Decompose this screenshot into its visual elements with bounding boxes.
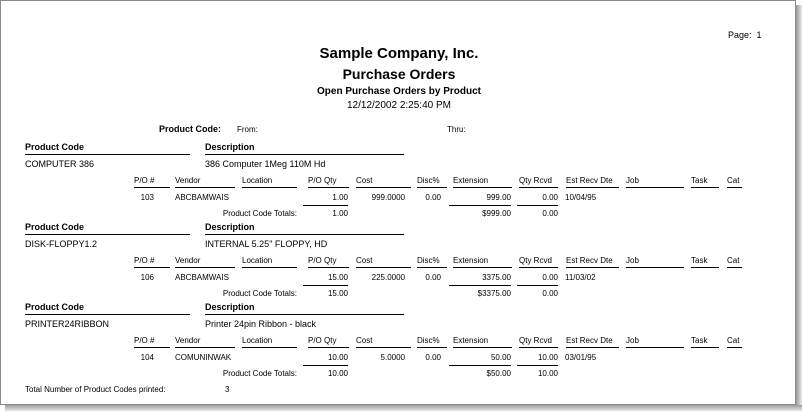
col-header-rule (417, 267, 447, 268)
row-disc: 0.00 (425, 273, 441, 282)
col-header-vendor: Vendor (175, 256, 201, 265)
description-header: Description (205, 222, 255, 232)
header-rule (25, 314, 190, 315)
col-header-po: P/O # (134, 176, 155, 185)
page-shadow-right (796, 5, 802, 407)
col-header-cat: Cat (727, 176, 740, 185)
col-header-rule (691, 267, 719, 268)
page-shadow-bottom (5, 405, 802, 411)
report-timestamp: 12/12/2002 2:25:40 PM (347, 100, 451, 111)
col-header-task: Task (691, 336, 708, 345)
col-header-cost: Cost (356, 256, 373, 265)
report-subtitle: Open Purchase Orders by Product (317, 86, 481, 97)
row-est-recv: 11/03/02 (565, 273, 596, 282)
filter-from-label: From: (237, 125, 258, 134)
col-header-rule (519, 267, 558, 268)
product-code-header: Product Code (25, 302, 85, 312)
col-header-rule (175, 347, 235, 348)
header-rule (205, 314, 404, 315)
col-header-po-qty: P/O Qty (308, 256, 337, 265)
row-qty-rcvd: 10.00 (537, 353, 558, 362)
col-header-po: P/O # (134, 336, 155, 345)
col-header-rule (175, 187, 235, 188)
subtotal-rule (517, 285, 558, 286)
col-header-job: Job (626, 256, 639, 265)
total-products-count: 3 (225, 385, 230, 394)
subtotal-rule (303, 205, 348, 206)
total-po-qty: 10.00 (327, 369, 348, 378)
col-header-est-recv: Est Recv Dte (566, 176, 613, 185)
page-number (728, 30, 762, 40)
col-header-rule (453, 187, 512, 188)
total-po-qty: 1.00 (332, 209, 348, 218)
row-extension: 999.00 (486, 193, 511, 202)
total-qty-rcvd: 10.00 (537, 369, 558, 378)
row-disc: 0.00 (425, 353, 441, 362)
row-disc: 0.00 (425, 193, 441, 202)
row-est-recv: 03/01/95 (565, 353, 597, 362)
row-po: 103 (140, 193, 154, 202)
col-header-rule (175, 267, 235, 268)
col-header-rule (691, 347, 719, 348)
col-header-rule (566, 187, 619, 188)
col-header-vendor: Vendor (175, 336, 201, 345)
col-header-disc: Disc% (417, 256, 440, 265)
subtotal-rule (303, 285, 348, 286)
col-header-extension: Extension (453, 176, 489, 185)
row-cost: 5.0000 (380, 353, 405, 362)
col-header-vendor: Vendor (175, 176, 201, 185)
col-header-rule (519, 347, 558, 348)
product-code: COMPUTER 386 (25, 159, 95, 169)
subtotal-rule (517, 205, 558, 206)
col-header-qty-rcvd: Qty Rcvd (519, 336, 552, 345)
product-description: INTERNAL 5.25" FLOPPY, HD (205, 239, 328, 249)
total-extension: $999.00 (482, 209, 511, 218)
product-code-header: Product Code (25, 142, 85, 152)
subtotal-rule (449, 285, 511, 286)
col-header-rule (626, 347, 684, 348)
description-header: Description (205, 142, 255, 152)
col-header-location: Location (242, 256, 273, 265)
total-extension: $3375.00 (477, 289, 511, 298)
header-rule (25, 154, 190, 155)
total-qty-rcvd: 0.00 (542, 209, 558, 218)
row-po-qty: 10.00 (327, 353, 348, 362)
col-header-rule (356, 187, 411, 188)
col-header-job: Job (626, 176, 639, 185)
row-po-qty: 1.00 (332, 193, 348, 202)
row-vendor: COMUNINWAK (175, 353, 232, 362)
col-header-extension: Extension (453, 256, 489, 265)
total-extension: $50.00 (486, 369, 511, 378)
col-header-qty-rcvd: Qty Rcvd (519, 176, 552, 185)
header-rule (205, 154, 404, 155)
col-header-po: P/O # (134, 256, 155, 265)
row-cost: 225.0000 (371, 273, 405, 282)
filter-label: Product Code: (159, 124, 221, 134)
col-header-job: Job (626, 336, 639, 345)
col-header-rule (727, 347, 742, 348)
product-description: 386 Computer 1Meg 110M Hd (205, 159, 326, 169)
col-header-rule (242, 347, 297, 348)
product-code-header: Product Code (25, 222, 85, 232)
totals-label: Product Code Totals: (222, 369, 297, 378)
col-header-task: Task (691, 256, 708, 265)
col-header-rule (626, 267, 684, 268)
col-header-cost: Cost (356, 176, 373, 185)
col-header-rule (308, 187, 349, 188)
col-header-rule (691, 187, 719, 188)
page-value: 1 (756, 30, 762, 40)
col-header-est-recv: Est Recv Dte (566, 336, 613, 345)
col-header-rule (134, 187, 170, 188)
report-title: Purchase Orders (342, 66, 456, 82)
col-header-rule (626, 187, 684, 188)
product-description: Printer 24pin Ribbon - black (205, 319, 317, 329)
row-po-qty: 15.00 (327, 273, 348, 282)
row-qty-rcvd: 0.00 (542, 193, 558, 202)
col-header-disc: Disc% (417, 176, 440, 185)
col-header-rule (566, 267, 619, 268)
col-header-est-recv: Est Recv Dte (566, 256, 613, 265)
subtotal-rule (449, 205, 511, 206)
col-header-rule (566, 347, 619, 348)
product-code: DISK-FLOPPY1.2 (25, 239, 98, 249)
subtotal-rule (517, 365, 558, 366)
totals-label: Product Code Totals: (222, 289, 297, 298)
row-qty-rcvd: 0.00 (542, 273, 558, 282)
description-header: Description (205, 302, 255, 312)
col-header-rule (242, 187, 297, 188)
subtotal-rule (303, 365, 348, 366)
col-header-rule (242, 267, 297, 268)
row-cost: 999.0000 (371, 193, 405, 202)
col-header-location: Location (242, 336, 273, 345)
row-po: 106 (140, 273, 154, 282)
header-rule (25, 234, 190, 235)
header-rule (205, 234, 404, 235)
total-products-label: Total Number of Product Codes printed: (25, 385, 166, 394)
col-header-rule (727, 187, 742, 188)
row-extension: 50.00 (490, 353, 511, 362)
col-header-rule (134, 347, 170, 348)
subtotal-rule (449, 365, 511, 366)
col-header-extension: Extension (453, 336, 489, 345)
row-vendor: ABCBAMWAIS (175, 193, 229, 202)
row-extension: 3375.00 (482, 273, 511, 282)
col-header-rule (453, 267, 512, 268)
col-header-qty-rcvd: Qty Rcvd (519, 256, 552, 265)
col-header-cat: Cat (727, 336, 740, 345)
col-header-po-qty: P/O Qty (308, 176, 337, 185)
col-header-location: Location (242, 176, 273, 185)
col-header-rule (417, 187, 447, 188)
page-label: Page: (728, 30, 752, 40)
product-code: PRINTER24RIBBON (25, 319, 110, 329)
col-header-rule (417, 347, 447, 348)
totals-label: Product Code Totals: (222, 209, 297, 218)
col-header-rule (519, 187, 558, 188)
row-est-recv: 10/04/95 (565, 193, 597, 202)
total-po-qty: 15.00 (327, 289, 348, 298)
col-header-task: Task (691, 176, 708, 185)
col-header-disc: Disc% (417, 336, 440, 345)
filter-thru-label: Thru: (447, 125, 466, 134)
col-header-rule (356, 267, 411, 268)
total-qty-rcvd: 0.00 (542, 289, 558, 298)
col-header-rule (134, 267, 170, 268)
company-name: Sample Company, Inc. (319, 45, 479, 62)
col-header-rule (308, 347, 349, 348)
col-header-po-qty: P/O Qty (308, 336, 337, 345)
col-header-cat: Cat (727, 256, 740, 265)
row-po: 104 (140, 353, 154, 362)
col-header-rule (453, 347, 512, 348)
col-header-cost: Cost (356, 336, 373, 345)
col-header-rule (727, 267, 742, 268)
row-vendor: ABCBAMWAIS (175, 273, 229, 282)
col-header-rule (356, 347, 411, 348)
col-header-rule (308, 267, 349, 268)
